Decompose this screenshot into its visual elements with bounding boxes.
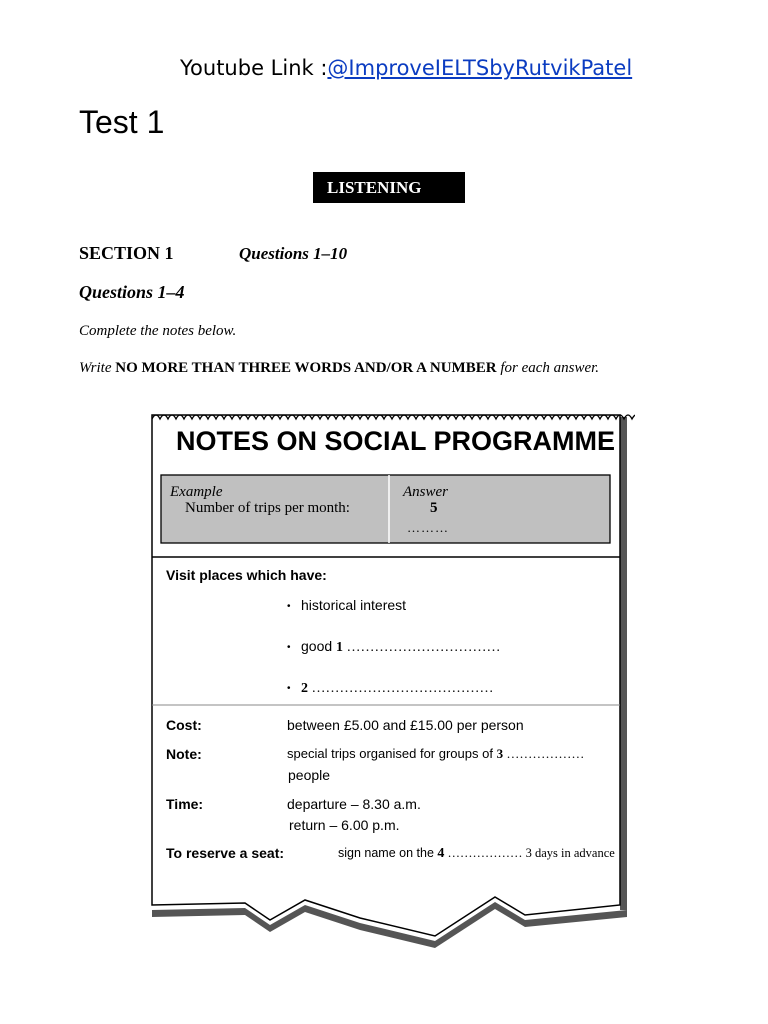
section-title: SECTION 1 — [79, 243, 174, 263]
question-number: 3 — [496, 746, 504, 761]
youtube-prefix: Youtube Link : — [180, 56, 328, 80]
answer-blank: …………………………… — [343, 640, 501, 655]
youtube-handle-link[interactable]: @ImproveIELTSbyRutvikPatel — [327, 56, 633, 80]
write-suffix: for each answer. — [496, 360, 600, 376]
answer-value: 5 — [430, 500, 438, 516]
bullet-item: • historical interest — [287, 597, 407, 613]
time-departure: departure – 8.30 a.m. — [287, 796, 421, 812]
note-label: Note: — [166, 746, 202, 762]
section-questions: Questions 1–10 — [239, 244, 348, 263]
reserve-value: sign name on the 4 ……………… 3 days in advance — [338, 846, 615, 861]
question-number: 2 — [301, 681, 308, 696]
write-bold: NO MORE THAN THREE WORDS AND/OR A NUMBER — [115, 360, 497, 376]
instruction-write — [79, 360, 599, 377]
note-value: special trips organised for groups of 3 ……………… — [287, 746, 585, 761]
bullet-dot-icon: • — [287, 641, 291, 653]
answer-dots: ……… — [407, 520, 449, 535]
notes-title: NOTES ON SOCIAL PROGRAMME — [176, 426, 616, 456]
answer-blank: ……………… 3 days in advance — [444, 846, 615, 860]
answer-blank: ………………………………… — [308, 681, 494, 696]
cost-value: between £5.00 and £15.00 per person — [287, 717, 524, 733]
listening-banner: LISTENING — [313, 172, 465, 203]
subsection-title: Questions 1–4 — [79, 282, 185, 302]
youtube-link-line — [180, 56, 632, 80]
question-number: 1 — [336, 640, 344, 655]
example-label: Example — [170, 484, 223, 500]
time-return: return – 6.00 p.m. — [289, 817, 400, 833]
write-prefix: Write — [79, 360, 116, 376]
answer-blank: ……………… — [503, 746, 585, 761]
bullet-item — [287, 679, 494, 697]
answer-label: Answer — [403, 484, 448, 500]
time-label: Time: — [166, 796, 204, 812]
page-title: Test 1 — [79, 104, 165, 140]
bullet-dot-icon: • — [287, 682, 291, 694]
note-value-line2: people — [288, 767, 331, 783]
bullet-dot-icon: • — [287, 600, 291, 612]
question-number: 4 — [437, 846, 445, 861]
reserve-label: To reserve a seat: — [166, 845, 285, 861]
example-question: Number of trips per month: — [185, 500, 350, 516]
instruction-complete: Complete the notes below. — [79, 323, 237, 339]
visit-heading: Visit places which have: — [166, 567, 327, 583]
paper-shadow-right — [620, 417, 627, 910]
cost-label: Cost: — [166, 717, 202, 733]
bullet-item: • good 1 …………………………… — [287, 638, 501, 655]
